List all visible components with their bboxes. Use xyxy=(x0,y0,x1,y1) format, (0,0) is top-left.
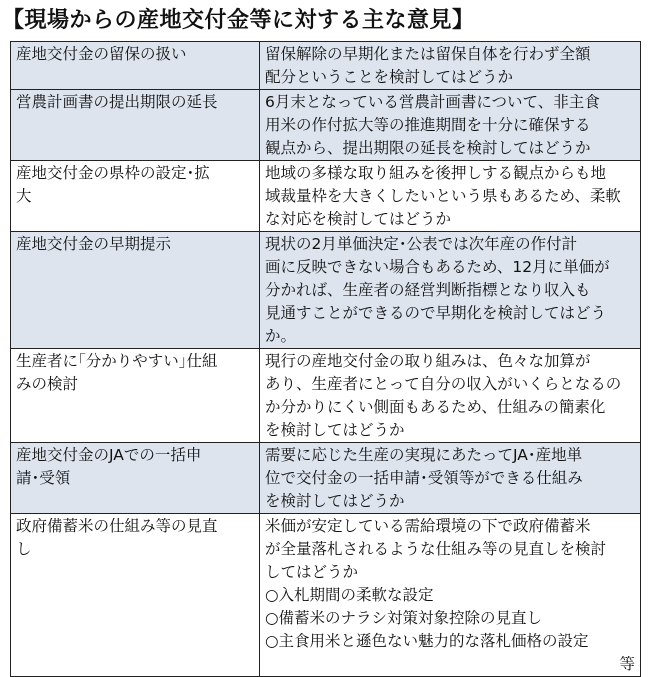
topic-cell xyxy=(11,514,260,677)
opinion-line: 現行の産地交付金の取り組みは、色々な加算が xyxy=(265,352,591,370)
topic-line: 大 xyxy=(16,187,32,205)
opinion-line: を検討してはどうか xyxy=(265,421,405,439)
opinion-line: してはどうか xyxy=(265,563,359,581)
table-row xyxy=(11,42,641,90)
opinion-cell xyxy=(260,514,641,677)
topic-cell xyxy=(11,90,260,161)
opinion-line: 用米の作付拡大等の推進期間を十分に確保する xyxy=(265,116,591,134)
topic-line: 産地交付金の県枠の設定･拡 xyxy=(16,164,210,182)
table-row xyxy=(11,90,641,161)
opinion-line: な対応を検討してはどうか xyxy=(265,210,452,228)
opinion-line: 需要に応じた生産の実現にあたってJA･産地単 xyxy=(265,446,583,464)
opinion-cell xyxy=(260,90,641,161)
page-title: 【現場からの産地交付金等に対する主な意見】 xyxy=(2,8,475,33)
opinion-line: 見通すことができるので早期化を検討してはどう xyxy=(265,304,607,322)
opinion-cell xyxy=(260,232,641,349)
opinion-cell xyxy=(260,443,641,514)
opinion-line: か分かりにくい側面もあるため、仕組みの簡素化 xyxy=(265,398,606,416)
opinion-line: 位で交付金の一括申請･受領等ができる仕組み xyxy=(265,469,583,487)
opinion-line: を検討してはどうか xyxy=(265,492,405,510)
opinion-cell xyxy=(260,42,641,90)
opinion-line: あり、生産者にとって自分の収入がいくらとなるの xyxy=(265,375,622,393)
topic-cell xyxy=(11,42,260,90)
table-row xyxy=(11,232,641,349)
opinion-line: か。 xyxy=(265,327,297,345)
opinion-line: 配分ということを検討してはどうか xyxy=(265,68,514,86)
opinion-cell xyxy=(260,161,641,232)
topic-line: 産地交付金の早期提示 xyxy=(16,235,172,253)
opinions-table xyxy=(10,41,641,677)
topic-line: 営農計画書の提出期限の延長 xyxy=(16,93,218,111)
table-row xyxy=(11,161,641,232)
opinion-line: 留保解除の早期化または留保自体を行わず全額 xyxy=(265,45,591,63)
opinion-line: 現状の2月単価決定･公表では次年産の作付計 xyxy=(265,235,578,253)
opinion-bullet: ○入札期間の柔軟な設定 xyxy=(265,586,434,604)
table-row xyxy=(11,349,641,443)
topic-line: みの検討 xyxy=(16,375,79,393)
topic-line: 産地交付金のJAでの一括申 xyxy=(16,446,202,464)
topic-line: 請･受領 xyxy=(16,469,71,487)
opinion-line: 分かれば、生産者の経営判断指標となり収入も xyxy=(265,281,591,299)
opinion-line: が全量落札されるような仕組み等の見直しを検討 xyxy=(265,540,607,558)
opinion-line: 米価が安定している需給環境の下で政府備蓄米 xyxy=(265,517,591,535)
topic-cell xyxy=(11,443,260,514)
trailing-note: 等 xyxy=(619,655,635,673)
topic-line: 生産者に｢分かりやすい｣仕組 xyxy=(16,352,218,370)
table-row xyxy=(11,443,641,514)
opinion-bullet: ○備蓄米のナラシ対策対象控除の見直し xyxy=(265,609,543,627)
opinion-line: 域裁量枠を大きくしたいという県もあるため、柔軟 xyxy=(265,187,621,205)
topic-line: 産地交付金の留保の扱い xyxy=(16,45,187,63)
topic-line: し xyxy=(16,540,32,558)
opinion-bullet: ○主食用米と遜色ない魅力的な落札価格の設定 xyxy=(265,632,589,650)
topic-line: 政府備蓄米の仕組み等の見直 xyxy=(16,517,218,535)
opinion-cell xyxy=(260,349,641,443)
topic-cell xyxy=(11,349,260,443)
opinion-line: 地域の多様な取り組みを後押しする観点からも地 xyxy=(265,164,607,182)
opinion-line: 観点から、提出期限の延長を検討してはどうか xyxy=(265,139,591,157)
opinion-line: 6月末となっている営農計画書について、非主食 xyxy=(265,93,600,111)
topic-cell xyxy=(11,232,260,349)
topic-cell xyxy=(11,161,260,232)
opinion-line: 画に反映できない場合もあるため、12月に単価が xyxy=(265,258,610,276)
table-row xyxy=(11,514,641,677)
